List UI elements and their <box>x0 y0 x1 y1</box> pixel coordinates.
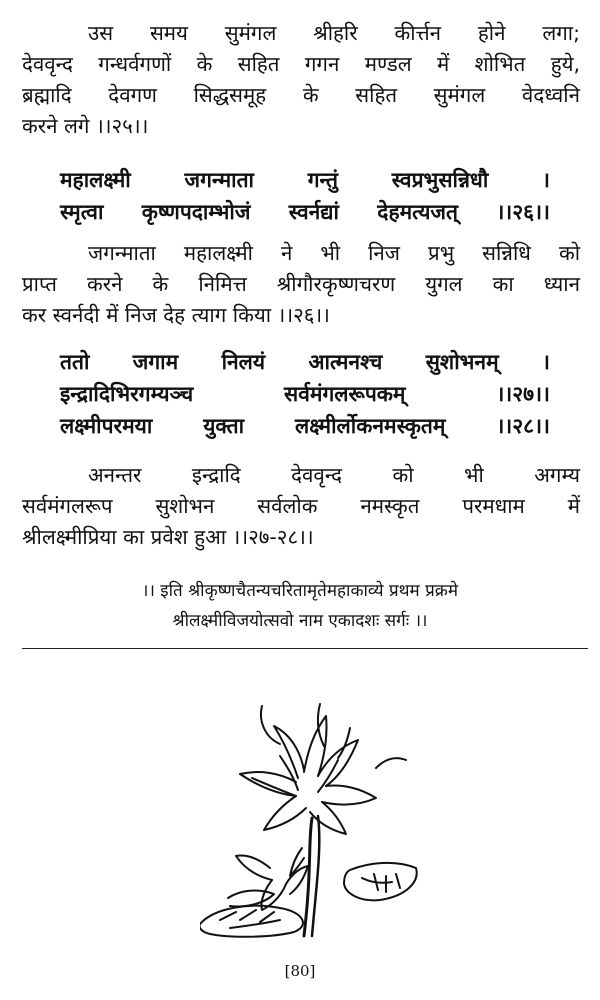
verse-line: इन्द्रादिभिरगम्यञ्च सर्वमंगलरूपकम् ।।२७।। <box>60 382 550 406</box>
verse-line: महालक्ष्मी जगन्माता गन्तुं स्वप्रभुसन्निधौ । <box>60 168 550 192</box>
text-line: देववृन्द गन्धर्वगणों के सहित गगन मण्डल में शोभित हुये, <box>22 52 580 76</box>
colophon-line: ।। इति श्रीकृष्णचैतन्यचरितामृतेमहाकाव्ये प्रथम प्रक्रमे <box>142 581 458 601</box>
sanskrit-verse-27-28 <box>60 346 550 442</box>
text-line: श्रीलक्ष्मीप्रिया का प्रवेश हुआ ।।२७-२८।। <box>22 525 314 549</box>
verse-line: ततो जगाम निलयं आत्मनश्च सुशोभनम् । <box>60 350 550 374</box>
section-divider <box>22 648 588 649</box>
colophon-line: श्रीलक्ष्मीविजयोत्सवो नाम एकादशः सर्गः ।। <box>172 611 428 631</box>
lotus-icon <box>200 698 432 938</box>
text-line: ब्रह्मादि देवगण सिद्धसमूह के सहित सुमंगल वेदध्वनि <box>22 83 580 107</box>
text-line: उस समय सुमंगल श्रीहरि कीर्त्तन होने लगा; <box>88 21 580 45</box>
text-line: अनन्तर इन्द्रादि देववृन्द को भी अगम्य <box>88 463 580 487</box>
paragraph-26 <box>22 238 580 331</box>
text-line: सर्वमंगलरूप सुशोभन सर्वलोक नमस्कृत परमधाम में <box>22 494 580 518</box>
text-line: प्राप्त करने के निमित्त श्रीगौरकृष्णचरण युगल का ध्यान <box>22 272 580 296</box>
page-number: [80] <box>284 962 316 980</box>
chapter-colophon <box>40 576 560 636</box>
paragraph-27-28 <box>22 460 580 553</box>
text-line: जगन्माता महालक्ष्मी ने भी निज प्रभु सन्निधि को <box>88 241 580 265</box>
text-line: कर स्वर्नदी में निज देह त्याग किया ।।२६।। <box>22 303 330 327</box>
text-line: करने लगे ।।२५।। <box>22 114 149 138</box>
sanskrit-verse-26 <box>60 164 550 228</box>
paragraph-25 <box>22 18 580 142</box>
verse-line: स्मृत्वा कृष्णपदाम्भोजं स्वर्नद्यां देहमत्यजत् ।।२६।। <box>60 200 550 224</box>
verse-line: लक्ष्मीपरमया युक्ता लक्ष्मीर्लोकनमस्कृतम् ।।२८।। <box>60 414 550 438</box>
